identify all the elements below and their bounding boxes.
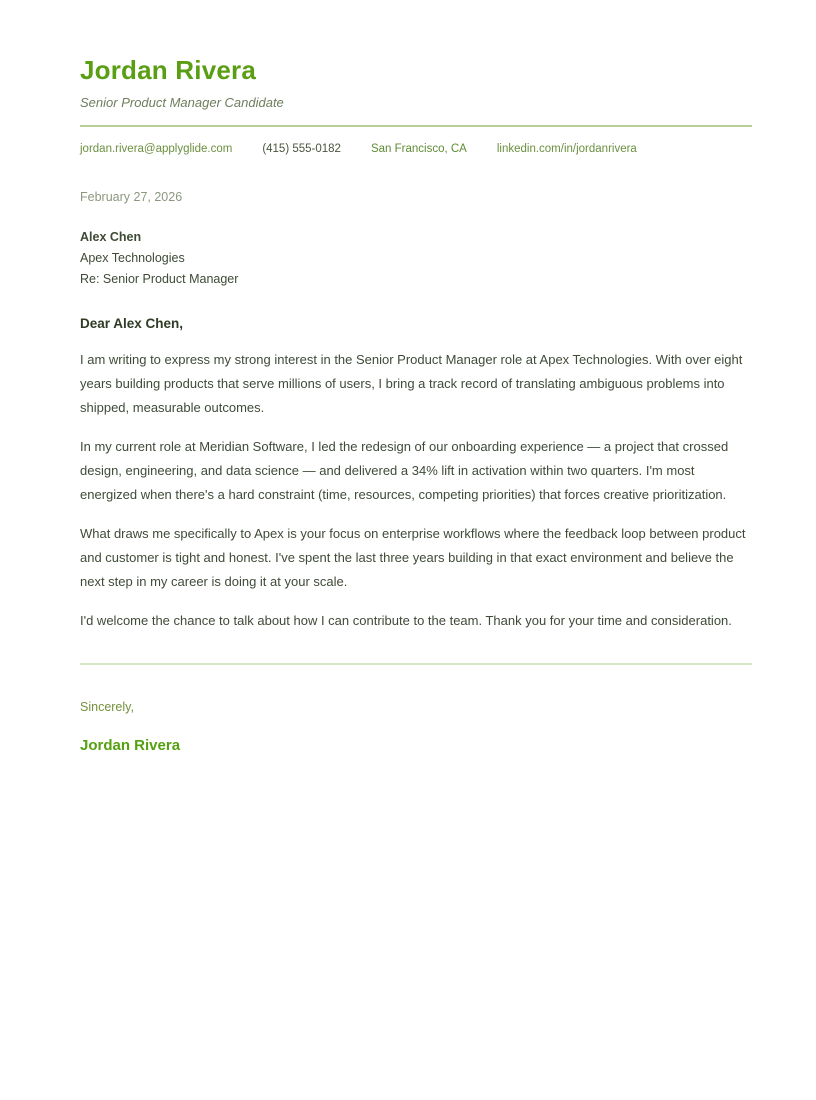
phone-text: (415) 555-0182 (262, 143, 341, 155)
linkedin-link[interactable]: linkedin.com/in/jordanrivera (496, 143, 637, 155)
recipient-company: Apex Technologies (80, 251, 185, 265)
letter-content (80, 55, 752, 755)
body-paragraph: In my current role at Meridian Software, I led the redesign of our onboarding experience — a project that crossed design, engineering, and data science — and delivered a 34% lift in activation within two quarters. I'm most energized when there's a hard constraint (time, resources, competing priorities) that forces creative prioritization. (80, 439, 729, 502)
email-link[interactable]: jordan.rivera@applyglide.com (80, 143, 233, 155)
body-paragraph: I'd welcome the chance to talk about how I can contribute to the team. Thank you for your time and consideration. (80, 613, 732, 628)
recipient-name: Alex Chen (80, 230, 142, 244)
salutation: Dear Alex Chen, (80, 316, 184, 331)
header-divider (80, 125, 752, 127)
location-text: San Francisco, CA (370, 143, 467, 155)
body-paragraph: What draws me specifically to Apex is your focus on enterprise workflows where the feedback loop between product and customer is tight and honest. I've spent the last three years building in that exact environment and believe the next step in my career is doing it at your scale. (80, 526, 746, 589)
signature-name: Jordan Rivera (80, 737, 181, 754)
page-subtitle: Senior Product Manager Candidate (80, 95, 284, 110)
closing-text: Sincerely, (80, 700, 134, 714)
contact-row (80, 142, 752, 156)
page-title: Jordan Rivera (80, 55, 257, 85)
recipient-block (80, 227, 752, 290)
footer-divider (80, 663, 752, 665)
subject-line: Re: Senior Product Manager (80, 272, 239, 286)
body-paragraph: I am writing to express my strong interest in the Senior Product Manager role at Apex Technologies. With over eight years building products that serve millions of users, I bring a track record of translating ambiguous problems into shipped, measurable outcomes. (80, 352, 743, 415)
letter-date: February 27, 2026 (80, 190, 183, 204)
